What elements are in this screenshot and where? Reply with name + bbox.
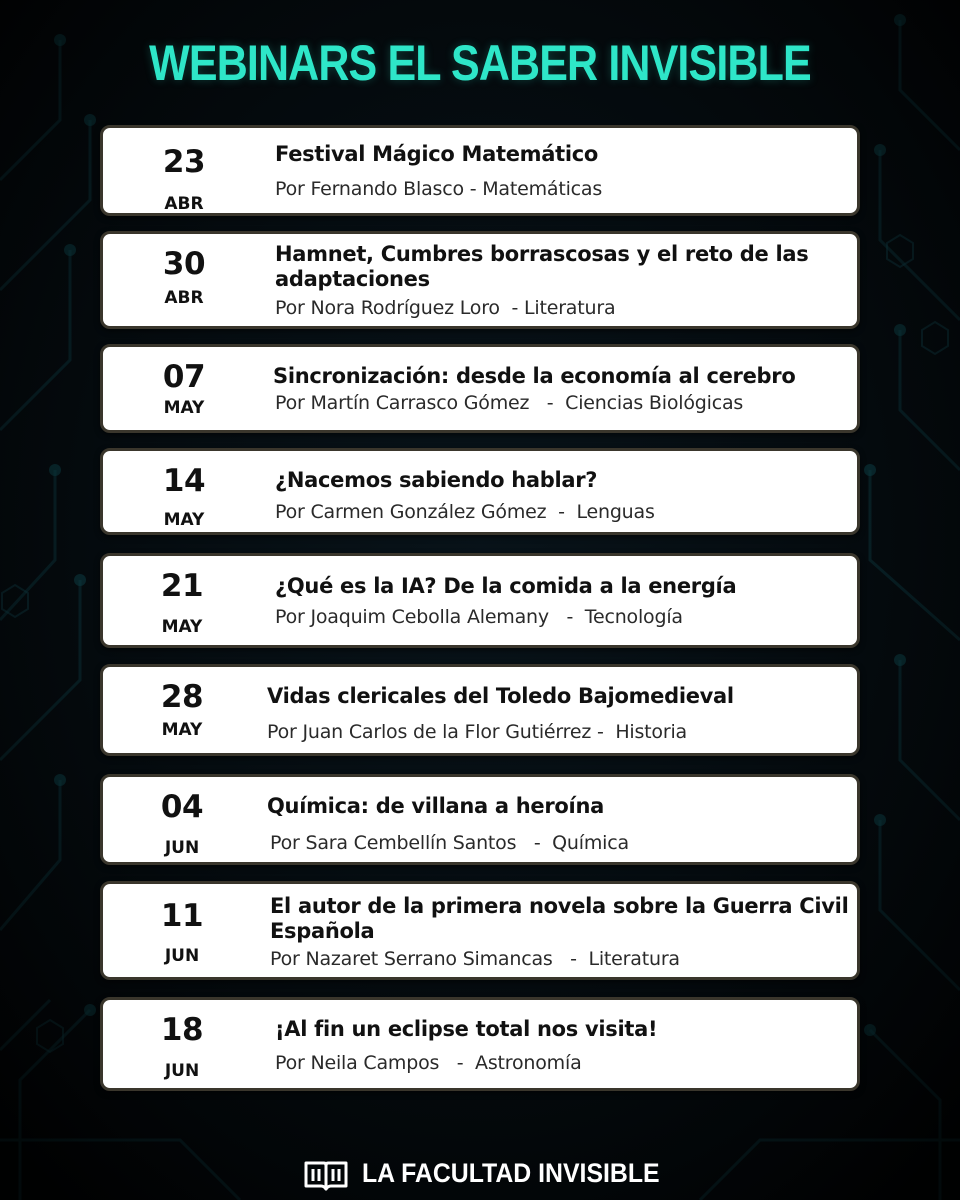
webinar-card — [100, 125, 860, 216]
brand-name: LA FACULTAD INVISIBLE — [362, 1158, 660, 1188]
webinar-card — [100, 553, 860, 648]
event-day: 04 — [160, 789, 204, 825]
event-title: ¿Nacemos sabiendo hablar? — [275, 468, 598, 492]
event-title: Festival Mágico Matemático — [275, 142, 599, 166]
event-day: 07 — [162, 359, 206, 395]
open-book-icon — [304, 1159, 348, 1191]
event-title: Hamnet, Cumbres borrascosas y el reto de las adaptaciones — [275, 242, 809, 291]
event-title: ¡Al fin un eclipse total nos visita! — [275, 1017, 658, 1041]
webinar-card — [100, 448, 860, 535]
event-speaker: Por Juan Carlos de la Flor Gutiérrez - Historia — [267, 721, 687, 743]
page-title: WEBINARS EL SABER INVISIBLE — [149, 35, 811, 91]
event-day: 21 — [160, 568, 204, 604]
footer-brand — [300, 1156, 680, 1192]
event-day: 11 — [160, 898, 204, 934]
webinar-card — [100, 344, 860, 433]
event-month: JUN — [164, 838, 200, 858]
event-month: MAY — [163, 398, 205, 418]
event-speaker: Por Joaquim Cebolla Alemany - Tecnología — [275, 606, 683, 628]
event-title: ¿Qué es la IA? De la comida a la energía — [275, 574, 737, 598]
webinar-card — [100, 664, 860, 756]
event-day: 14 — [162, 463, 206, 499]
event-month: MAY — [163, 510, 205, 530]
event-month: JUN — [164, 1061, 200, 1081]
event-title: El autor de la primera novela sobre la Guerra Civil Española — [270, 894, 849, 943]
event-speaker: Por Neila Campos - Astronomía — [275, 1052, 582, 1074]
event-month: JUN — [164, 946, 200, 966]
webinar-card — [100, 774, 860, 865]
event-day: 18 — [160, 1012, 204, 1048]
event-speaker: Por Nora Rodríguez Loro - Literatura — [275, 297, 616, 319]
event-speaker: Por Sara Cembellín Santos - Química — [270, 832, 629, 854]
event-title: Vidas clericales del Toledo Bajomedieval — [267, 684, 734, 708]
event-title: Química: de villana a heroína — [267, 794, 604, 818]
event-day: 30 — [162, 246, 206, 282]
event-month: ABR — [164, 194, 204, 214]
event-day: 28 — [160, 679, 204, 715]
event-month: MAY — [161, 617, 203, 637]
webinar-card — [100, 881, 860, 980]
event-speaker: Por Nazaret Serrano Simancas - Literatura — [270, 948, 680, 970]
event-title: Sincronización: desde la economía al cerebro — [273, 364, 796, 388]
event-speaker: Por Martín Carrasco Gómez - Ciencias Biológicas — [275, 392, 744, 414]
event-day: 23 — [162, 144, 206, 180]
webinar-card — [100, 231, 860, 329]
event-speaker: Por Carmen González Gómez - Lenguas — [275, 501, 655, 523]
event-speaker: Por Fernando Blasco - Matemáticas — [275, 178, 603, 200]
event-month: MAY — [161, 720, 203, 740]
event-month: ABR — [164, 288, 204, 308]
webinar-card — [100, 997, 860, 1091]
